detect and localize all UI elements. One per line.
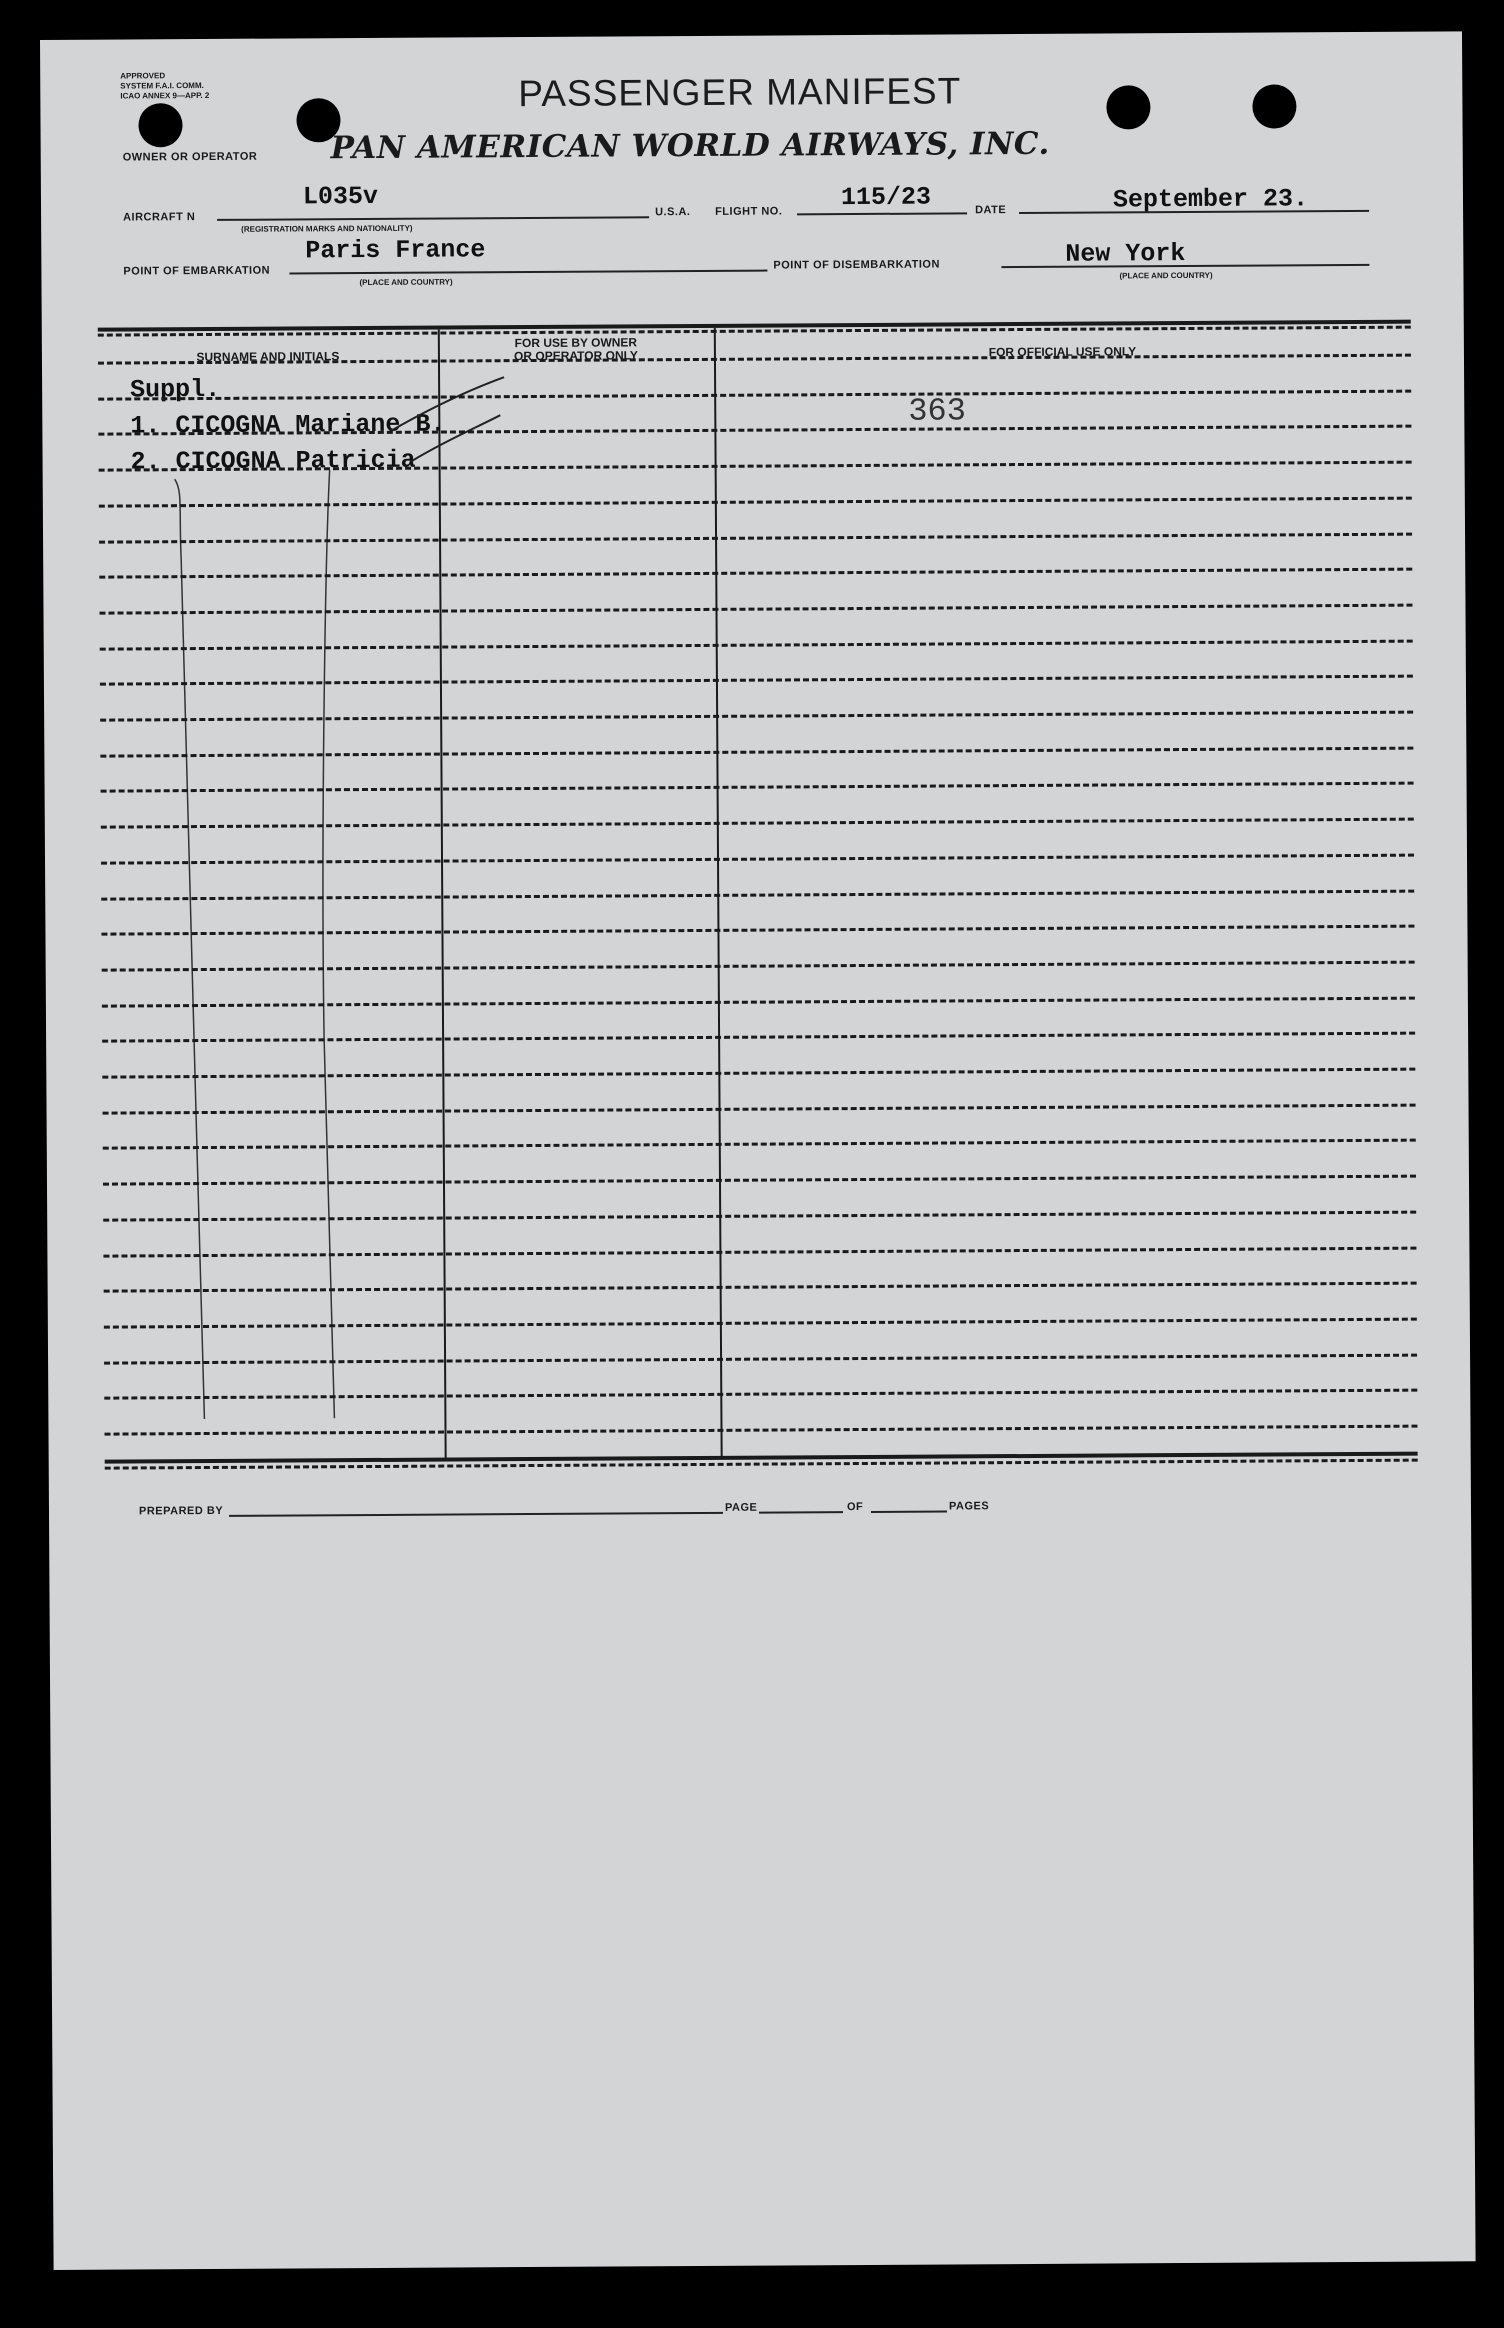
pen-check-marks	[40, 31, 1476, 2270]
aircraft-caption: (REGISTRATION MARKS AND NATIONALITY)	[241, 223, 413, 234]
column-header-operator-line: FOR USE BY OWNER	[514, 335, 638, 351]
disembark-caption: (PLACE AND COUNTRY)	[1119, 270, 1213, 281]
embark-caption: (PLACE AND COUNTRY)	[359, 277, 453, 288]
disembark-label: POINT OF DISEMBARKATION	[773, 258, 940, 272]
date-label: DATE	[975, 204, 1007, 217]
aircraft-value: L035v	[302, 181, 379, 212]
page-title: PASSENGER MANIFEST	[518, 70, 962, 115]
column-header-operator-line: OR OPERATOR ONLY	[513, 348, 638, 364]
owner-value: PAN AMERICAN WORLD AIRWAYS, INC.	[330, 125, 1050, 167]
table-row-name: 1. CICOGNA Mariane B.	[130, 409, 446, 441]
page-label: PAGE	[724, 1501, 758, 1514]
aircraft-label: AIRCRAFT N	[123, 211, 196, 224]
of-label: OF	[846, 1500, 864, 1514]
pages-label: PAGES	[948, 1500, 990, 1513]
prepared-label: PREPARED BY	[138, 1504, 224, 1518]
approval-line: SYSTEM F.A.I. COMM.	[120, 81, 204, 91]
flight-value: 115/23	[840, 182, 932, 213]
usa-label: U.S.A.	[655, 206, 691, 219]
owner-label: OWNER OR OPERATOR	[122, 150, 258, 164]
table-row-name: 2. CICOGNA Patricia	[130, 445, 416, 477]
manifest-sheet	[40, 31, 1476, 2270]
embark-value: Paris France	[305, 235, 486, 266]
column-header-name: SURNAME AND INITIALS	[196, 349, 340, 365]
official-number: 363	[908, 392, 967, 430]
date-value: September 23.	[1112, 184, 1309, 215]
approval-line: ICAO ANNEX 9—APP. 2	[120, 90, 210, 101]
embark-label: POINT OF EMBARKATION	[123, 264, 271, 278]
disembark-value: New York	[1065, 239, 1186, 269]
flight-label: FLIGHT NO.	[715, 205, 783, 218]
approval-line: APPROVED	[120, 71, 166, 81]
table-row-name: Suppl.	[130, 374, 221, 405]
column-header-official: FOR OFFICIAL USE ONLY	[988, 344, 1137, 360]
